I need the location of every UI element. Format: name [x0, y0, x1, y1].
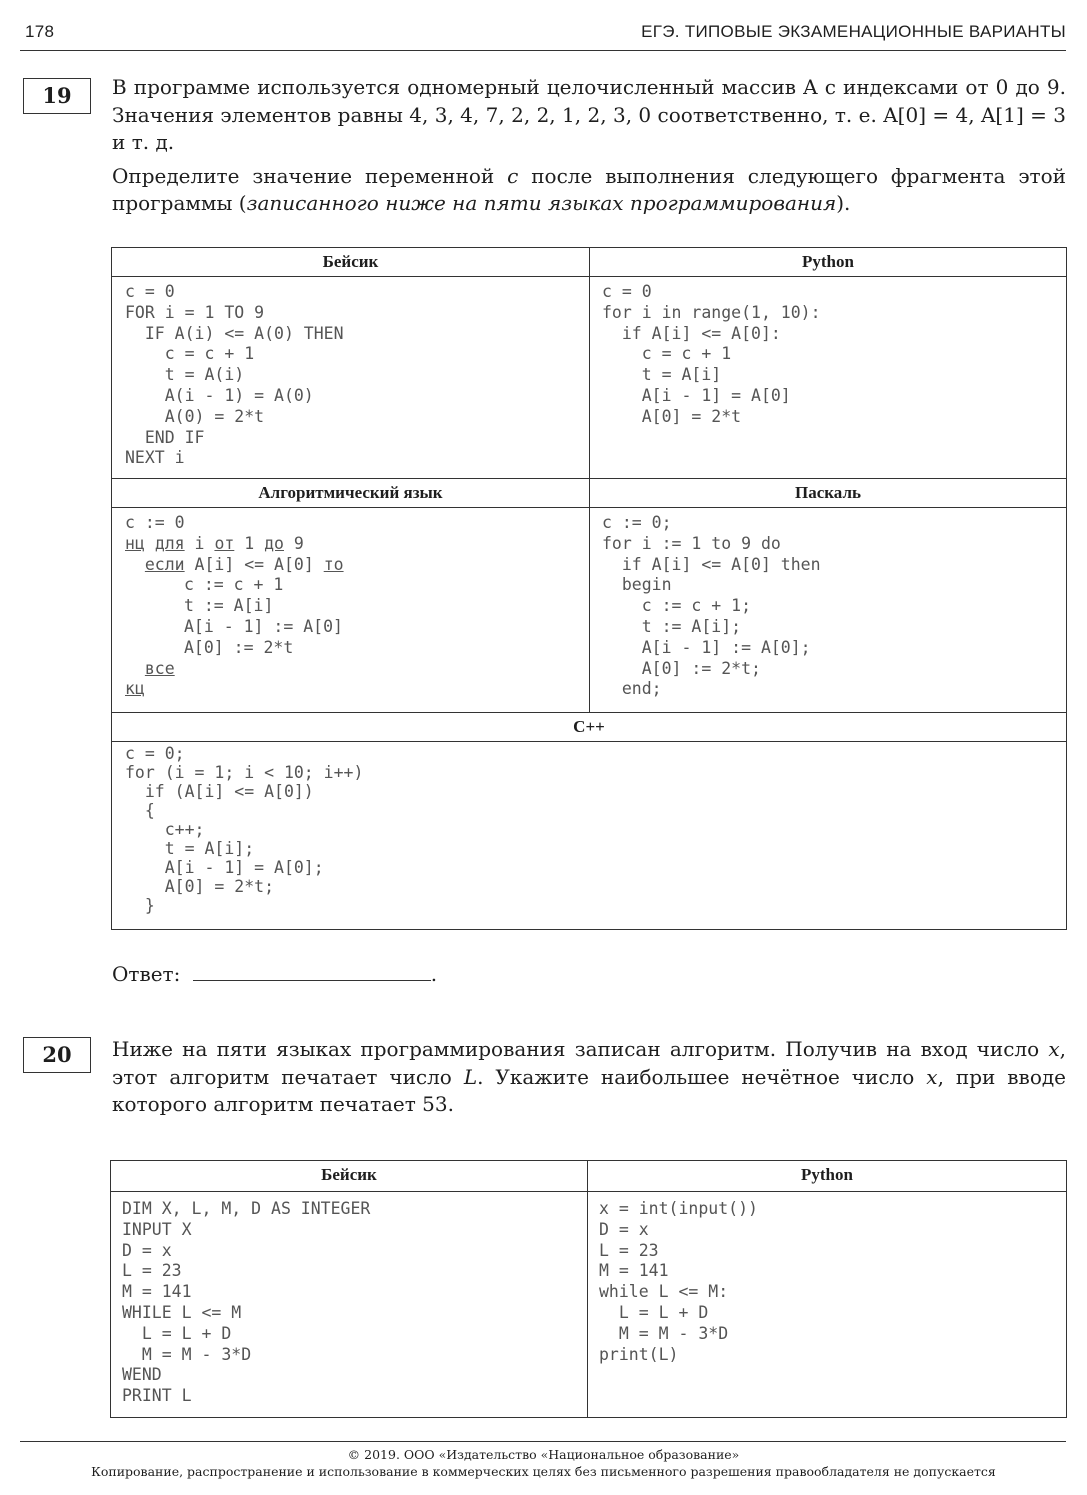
answer-period: .: [430, 962, 438, 986]
p2-mid: после выполнения следующего фрагмента этой программы (: [112, 163, 1066, 215]
page-number: 178: [25, 22, 55, 41]
task20-paragraph: [112, 1036, 1066, 1119]
p2-start: Определите значение переменной: [112, 163, 508, 188]
header-basic: Бейсик: [112, 248, 590, 277]
t20-end: , при вводе которого алгоритм печатает 53.: [112, 1064, 1067, 1116]
code-alg: [125, 513, 589, 700]
kw-vse: все: [144, 658, 175, 678]
header-alg: Алгоритмический язык: [112, 479, 590, 508]
answer-blank[interactable]: [193, 962, 431, 981]
task-number-20: 20: [23, 1037, 91, 1073]
task20-text: [112, 1036, 1066, 1119]
t20-header-basic: Бейсик: [111, 1161, 588, 1192]
code-cpp: c = 0; for (i = 1; i < 10; i++) if (A[i] <= A[0]) { c++; t = A[i]; A[i - 1] = A[0]; A[0] = 2*t; }: [125, 744, 364, 915]
t20-var-L: L: [463, 1064, 478, 1089]
kw-do: до: [264, 533, 284, 553]
cell-pascal: [590, 508, 1067, 713]
kw-to: то: [323, 554, 344, 574]
header-python: Python: [590, 248, 1067, 277]
kw-nc: нц: [125, 533, 145, 553]
alg-cond: A[i] <= A[0]: [184, 554, 324, 574]
task-number-19: 19: [23, 78, 91, 114]
t20-var-x2: x: [926, 1064, 938, 1089]
alg-line1: c := 0: [125, 513, 185, 532]
alg-nine: 9: [284, 533, 304, 553]
t20-code-python: x = int(input()) D = x L = 23 M = 141 while L <= M: L = L + D M = M - 3*D print(L): [599, 1199, 758, 1364]
p2-italic: записанного ниже на пяти языках программирования: [246, 191, 837, 215]
header-pascal: Паскаль: [590, 479, 1067, 508]
footer-divider: [20, 1441, 1066, 1442]
task19-code-table: [111, 247, 1067, 930]
kw-dlya: для: [154, 533, 185, 553]
t20-var-x: x: [1048, 1037, 1060, 1061]
task19-paragraph-2: [112, 163, 1066, 218]
var-c: c: [507, 163, 519, 188]
t20-start: Ниже на пяти языках программирования записан алгоритм. Получив на вход число: [112, 1037, 1049, 1061]
alg-body: c := c + 1 t := A[i] A[i - 1] := A[0] A[0] := 2*t: [184, 575, 343, 657]
kw-kc: кц: [125, 679, 145, 699]
kw-esli: если: [144, 554, 185, 574]
answer-label: Ответ:: [112, 962, 181, 986]
copyright: © 2019. ООО «Издательство «Национальное образование»: [347, 1447, 740, 1462]
alg-i: i: [184, 533, 215, 553]
alg-one: 1: [234, 533, 265, 553]
header-divider: [20, 50, 1066, 51]
copyright-notice: Копирование, распространение и использование в коммерческих целях без письменного разрешения правообладателя не допускается: [91, 1464, 996, 1479]
t20-header-python: Python: [588, 1161, 1067, 1192]
kw-ot: от: [214, 533, 235, 553]
cell-basic: [112, 277, 590, 479]
task19-paragraph-1: В программе используется одномерный целочисленный массив A с индексами от 0 до 9. Значения элементов равны 4, 3, 4, 7, 2, 2, 1, 2, 3, 0 соответственно, т. е. A[0] = 4, A[1] = 3 и т. д.: [112, 75, 1066, 154]
t20-cell-basic: [111, 1192, 588, 1418]
code-basic: c = 0 FOR i = 1 TO 9 IF A(i) <= A(0) THEN c = c + 1 t = A(i) A(i - 1) = A(0) A(0) = 2*t END IF NEXT i: [125, 282, 344, 468]
p2-end: ).: [836, 191, 851, 215]
t20-mid2: . Укажите наибольшее нечётное число: [477, 1064, 927, 1089]
cell-cpp: [112, 742, 1067, 930]
task19-text: [112, 74, 1066, 218]
cell-python: [590, 277, 1067, 479]
code-python: c = 0 for i in range(1, 10): if A[i] <= A[0]: c = c + 1 t = A[i] A[i - 1] = A[0] A[0] = 2*t: [602, 282, 821, 426]
t20-mid: , этот алгоритм печатает число: [112, 1037, 1066, 1089]
running-title: ЕГЭ. ТИПОВЫЕ ЭКЗАМЕНАЦИОННЫЕ ВАРИАНТЫ: [641, 22, 1066, 41]
cell-alg: [112, 508, 590, 713]
header-cpp: C++: [112, 713, 1067, 742]
t20-cell-python: [588, 1192, 1067, 1418]
task20-code-table: [110, 1160, 1067, 1418]
answer-row: [112, 962, 437, 986]
t20-code-basic: DIM X, L, M, D AS INTEGER INPUT X D = x L = 23 M = 141 WHILE L <= M L = L + D M = M - 3*D WEND PRINT L: [122, 1199, 371, 1406]
code-pascal: c := 0; for i := 1 to 9 do if A[i] <= A[0] then begin c := c + 1; t := A[i]; A[i - 1] := A[0]; A[0] := 2*t; end;: [602, 513, 821, 699]
